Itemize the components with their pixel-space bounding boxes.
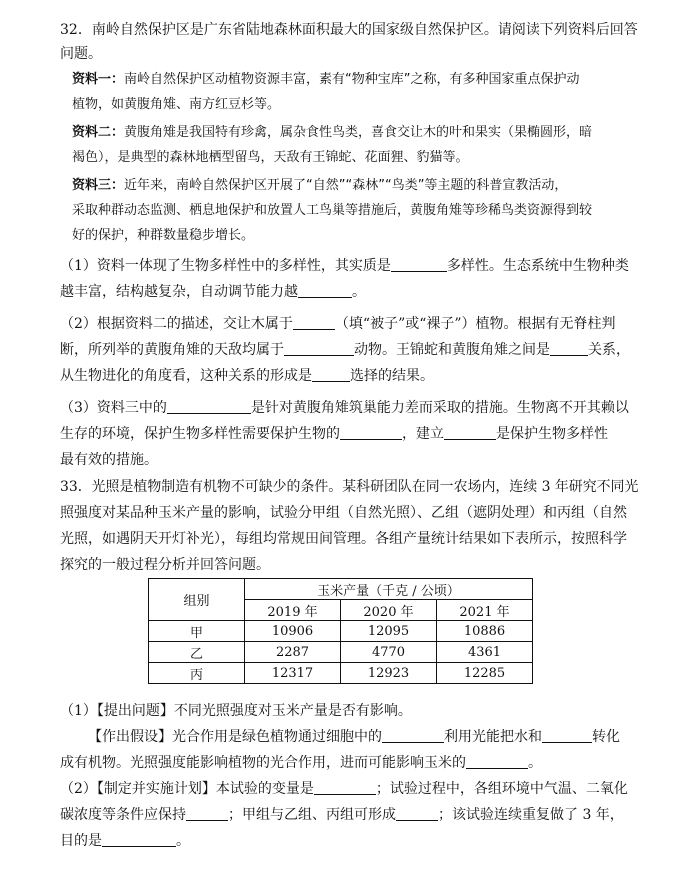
value-cell: 2287 [245, 642, 341, 663]
answer-blank[interactable] [466, 754, 528, 769]
material-3-label: 资料三： [72, 178, 125, 193]
value-cell: 12317 [245, 663, 341, 684]
table-row [149, 621, 533, 642]
answer-blank[interactable] [396, 806, 438, 821]
answer-blank[interactable] [391, 257, 447, 272]
answer-blank[interactable] [314, 780, 376, 795]
q32-sub3-line-2: 生存的环境，保护生物多样性需要保护生物的 ，建立 是保护生物多样性 [60, 426, 608, 442]
material-3-text: 近年来，南岭自然保护区开展了“自然”“森林”“鸟类”等主题的科普宣教活动， [124, 178, 568, 193]
q33-intro-line-4: 探究的一般过程分析并回答问题。 [60, 557, 270, 573]
q32-sub3-line-3: 最有效的措施。 [60, 452, 158, 468]
header-year: 2019 年 [245, 600, 341, 621]
q33-part2-line-3: 目的是 。 [60, 833, 190, 849]
value-cell: 12285 [437, 663, 533, 684]
material-2-text: 黄腹角雉是我国特有珍禽，属杂食性鸟类，喜食交让木的叶和果实（果椭圆形，暗 [124, 125, 593, 140]
material-3-line-1 [72, 176, 567, 196]
material-1-label: 资料一： [72, 72, 125, 87]
answer-blank[interactable] [102, 832, 176, 847]
material-2-line-2: 褐色），是典型的森林地栖型留鸟，天敌有王锦蛇、花面狸、豹猫等。 [72, 150, 469, 165]
q32-sub1-line-2: 越丰富，结构越复杂，自动调节能力越 。 [60, 284, 366, 300]
answer-blank[interactable] [293, 315, 335, 330]
group-cell: 乙 [149, 642, 245, 663]
q32-intro-line-2: 问题。 [60, 46, 102, 62]
q33-intro-line-1: 33．光照是植物制造有机物不可缺少的条件。某科研团队在同一农场内，连续 3 年研究不同光 [60, 479, 639, 495]
yield-table [148, 578, 533, 684]
header-group: 组别 [149, 579, 245, 621]
value-cell: 10906 [245, 621, 341, 642]
q33-intro-line-3: 光照，如遇阴天开灯补光），每组均常规田间管理。各组产量统计结果如下表所示，按照科学 [60, 531, 627, 547]
group-cell: 丙 [149, 663, 245, 684]
answer-blank[interactable] [382, 728, 444, 743]
q32-sub2-line-1: （2）根据资料二的描述，交让木属于 （填“被子”或“裸子”）植物。根据有无脊柱判 [60, 316, 616, 332]
table-header-row [149, 579, 533, 600]
answer-blank[interactable] [550, 341, 588, 356]
q32-intro-line-1: 32．南岭自然保护区是广东省陆地森林面积最大的国家级自然保护区。请阅读下列资料后回答 [60, 22, 638, 38]
answer-blank[interactable] [444, 425, 496, 440]
material-2-line-1 [72, 123, 592, 143]
answer-blank[interactable] [340, 425, 402, 440]
q33-part2-line-1: （2）【制定并实施计划】本试验的变量是 ；试验过程中，各组环境中气温、二氧化 [60, 781, 628, 797]
answer-blank[interactable] [312, 367, 350, 382]
value-cell: 12095 [341, 621, 437, 642]
value-cell: 4361 [437, 642, 533, 663]
q32-sub2-line-2: 断，所列举的黄腹角雉的天敌均属于 动物。王锦蛇和黄腹角雉之间是 关系， [60, 342, 630, 358]
value-cell: 10886 [437, 621, 533, 642]
answer-blank[interactable] [284, 341, 354, 356]
table-row [149, 663, 533, 684]
answer-blank[interactable] [186, 806, 228, 821]
q33-part1-line-1: （1）【提出问题】不同光照强度对玉米产量是否有影响。 [60, 703, 412, 719]
q32-sub2-line-3: 从生物进化的角度看，这种关系的形成是 选择的结果。 [60, 368, 434, 384]
value-cell: 4770 [341, 642, 437, 663]
material-1-text: 南岭自然保护区动植物资源丰富，素有“物种宝库”之称，有多种国家重点保护动 [124, 72, 580, 87]
material-1-line-1 [72, 70, 580, 90]
q33-part2-line-2: 碳浓度等条件应保持 ；甲组与乙组、丙组可形成 ；该试验连续重复做了 3 年， [60, 807, 624, 823]
q33-part1-line-2: 【作出假设】光合作用是绿色植物通过细胞中的 利用光能把水和 转化 [88, 729, 620, 745]
answer-blank[interactable] [298, 283, 352, 298]
material-3-line-2: 采取种群动态监测、栖息地保护和放置人工鸟巢等措施后，黄腹角雉等珍稀鸟类资源得到较 [72, 203, 593, 218]
header-year: 2020 年 [341, 600, 437, 621]
header-year: 2021 年 [437, 600, 533, 621]
material-1-line-2: 植物，如黄腹角雉、南方红豆杉等。 [72, 97, 281, 112]
answer-blank[interactable] [167, 399, 251, 414]
q33-intro-line-2: 照强度对某品种玉米产量的影响，试验分甲组（自然光照）、乙组（遮阴处理）和丙组（自然 [60, 505, 627, 521]
q32-sub3-line-1: （3）资料三中的 是针对黄腹角雉筑巢能力差而采取的措施。生物离不开其赖以 [60, 400, 629, 416]
header-yield: 玉米产量（千克 / 公顷） [245, 579, 533, 600]
q33-part1-line-3: 成有机物。光照强度能影响植物的光合作用，进而可能影响玉米的 。 [60, 755, 542, 771]
value-cell: 12923 [341, 663, 437, 684]
q32-sub1-line-1: （1）资料一体现了生物多样性中的多样性，其实质是 多样性。生态系统中生物种类 [60, 258, 629, 274]
table-row [149, 642, 533, 663]
group-cell: 甲 [149, 621, 245, 642]
material-2-label: 资料二： [72, 125, 125, 140]
material-3-line-3: 好的保护，种群数量稳步增长。 [72, 228, 255, 243]
answer-blank[interactable] [542, 728, 592, 743]
